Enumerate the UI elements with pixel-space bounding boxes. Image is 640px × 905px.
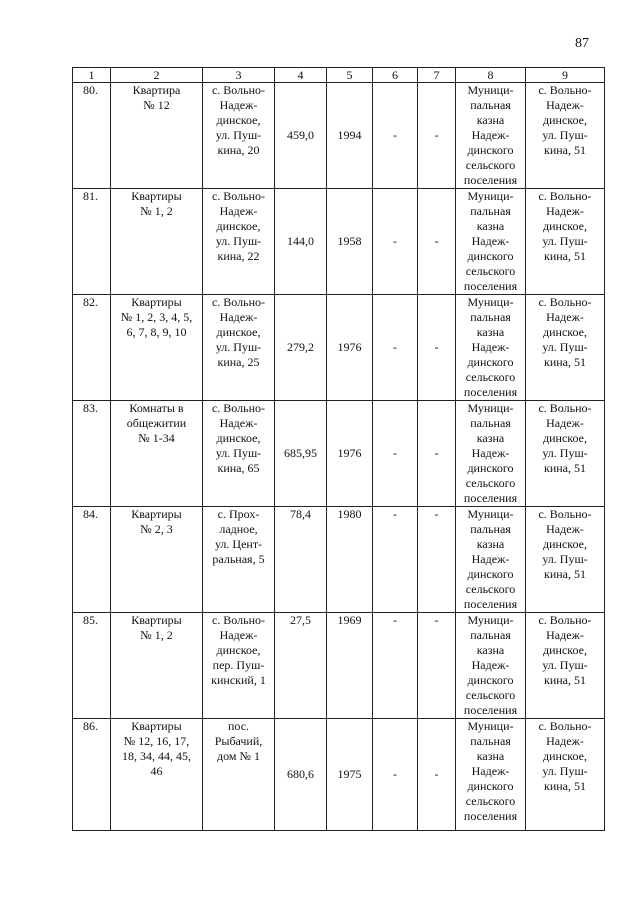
object-holder: с. Вольно- Надеж- динское, ул. Пуш- кина, 51 [526, 719, 605, 831]
object-name: Квартиры № 1, 2, 3, 4, 5, 6, 7, 8, 9, 10 [111, 295, 203, 401]
table-row [73, 719, 605, 831]
object-area: 144,0 [275, 189, 327, 295]
object-address: с. Вольно- Надеж- динское, ул. Пуш- кина, 25 [203, 295, 275, 401]
table-row [73, 295, 605, 401]
object-address: с. Прох- ладное, ул. Цент- ральная, 5 [203, 507, 275, 613]
object-year: 1958 [327, 189, 373, 295]
column-header: 4 [275, 68, 327, 83]
column-6-value: - [373, 401, 418, 507]
column-7-value: - [418, 613, 456, 719]
column-header: 2 [111, 68, 203, 83]
row-number: 83. [73, 401, 111, 507]
object-year: 1969 [327, 613, 373, 719]
object-year: 1975 [327, 719, 373, 831]
column-6-value: - [373, 295, 418, 401]
object-holder: с. Вольно- Надеж- динское, ул. Пуш- кина, 51 [526, 507, 605, 613]
object-name: Комнаты в общежитии № 1-34 [111, 401, 203, 507]
object-year: 1980 [327, 507, 373, 613]
object-holder: с. Вольно- Надеж- динское, ул. Пуш- кина, 51 [526, 613, 605, 719]
object-area: 459,0 [275, 83, 327, 189]
column-7-value: - [418, 295, 456, 401]
object-name: Квартира № 12 [111, 83, 203, 189]
object-owner: Муници- пальная казна Надеж- динского сельского поселения [456, 295, 526, 401]
column-7-value: - [418, 507, 456, 613]
row-number: 85. [73, 613, 111, 719]
column-header: 5 [327, 68, 373, 83]
object-holder: с. Вольно- Надеж- динское, ул. Пуш- кина, 51 [526, 83, 605, 189]
column-header: 7 [418, 68, 456, 83]
row-number: 84. [73, 507, 111, 613]
column-7-value: - [418, 189, 456, 295]
object-address: пос. Рыбачий, дом № 1 [203, 719, 275, 831]
row-number: 80. [73, 83, 111, 189]
column-6-value: - [373, 613, 418, 719]
table-row [73, 401, 605, 507]
column-header: 1 [73, 68, 111, 83]
object-owner: Муници- пальная казна Надеж- динского сельского поселения [456, 189, 526, 295]
column-6-value: - [373, 189, 418, 295]
page-number: 87 [575, 36, 589, 51]
object-area: 680,6 [275, 719, 327, 831]
row-number: 86. [73, 719, 111, 831]
object-area: 279,2 [275, 295, 327, 401]
column-7-value: - [418, 83, 456, 189]
table-row [73, 613, 605, 719]
row-number: 82. [73, 295, 111, 401]
column-7-value: - [418, 401, 456, 507]
object-owner: Муници- пальная казна Надеж- динского сельского поселения [456, 401, 526, 507]
column-6-value: - [373, 719, 418, 831]
object-area: 685,95 [275, 401, 327, 507]
object-address: с. Вольно- Надеж- динское, ул. Пуш- кина, 65 [203, 401, 275, 507]
object-holder: с. Вольно- Надеж- динское, ул. Пуш- кина, 51 [526, 401, 605, 507]
object-address: с. Вольно- Надеж- динское, ул. Пуш- кина, 22 [203, 189, 275, 295]
object-year: 1976 [327, 295, 373, 401]
column-header: 8 [456, 68, 526, 83]
table-row [73, 189, 605, 295]
object-address: с. Вольно- Надеж- динское, ул. Пуш- кина, 20 [203, 83, 275, 189]
row-number: 81. [73, 189, 111, 295]
property-table [72, 67, 605, 831]
column-6-value: - [373, 83, 418, 189]
column-header: 3 [203, 68, 275, 83]
object-area: 27,5 [275, 613, 327, 719]
object-owner: Муници- пальная казна Надеж- динского сельского поселения [456, 83, 526, 189]
column-header: 9 [526, 68, 605, 83]
table-row [73, 83, 605, 189]
object-holder: с. Вольно- Надеж- динское, ул. Пуш- кина, 51 [526, 295, 605, 401]
object-holder: с. Вольно- Надеж- динское, ул. Пуш- кина, 51 [526, 189, 605, 295]
object-owner: Муници- пальная казна Надеж- динского сельского поселения [456, 719, 526, 831]
table-row [73, 507, 605, 613]
object-address: с. Вольно- Надеж- динское, пер. Пуш- кинский, 1 [203, 613, 275, 719]
column-6-value: - [373, 507, 418, 613]
object-owner: Муници- пальная казна Надеж- динского сельского поселения [456, 613, 526, 719]
object-owner: Муници- пальная казна Надеж- динского сельского поселения [456, 507, 526, 613]
object-area: 78,4 [275, 507, 327, 613]
column-header: 6 [373, 68, 418, 83]
object-name: Квартиры № 2, 3 [111, 507, 203, 613]
object-name: Квартиры № 1, 2 [111, 189, 203, 295]
column-number-row [73, 68, 605, 83]
object-name: Квартиры № 12, 16, 17, 18, 34, 44, 45, 46 [111, 719, 203, 831]
column-7-value: - [418, 719, 456, 831]
object-name: Квартиры № 1, 2 [111, 613, 203, 719]
object-year: 1976 [327, 401, 373, 507]
object-year: 1994 [327, 83, 373, 189]
